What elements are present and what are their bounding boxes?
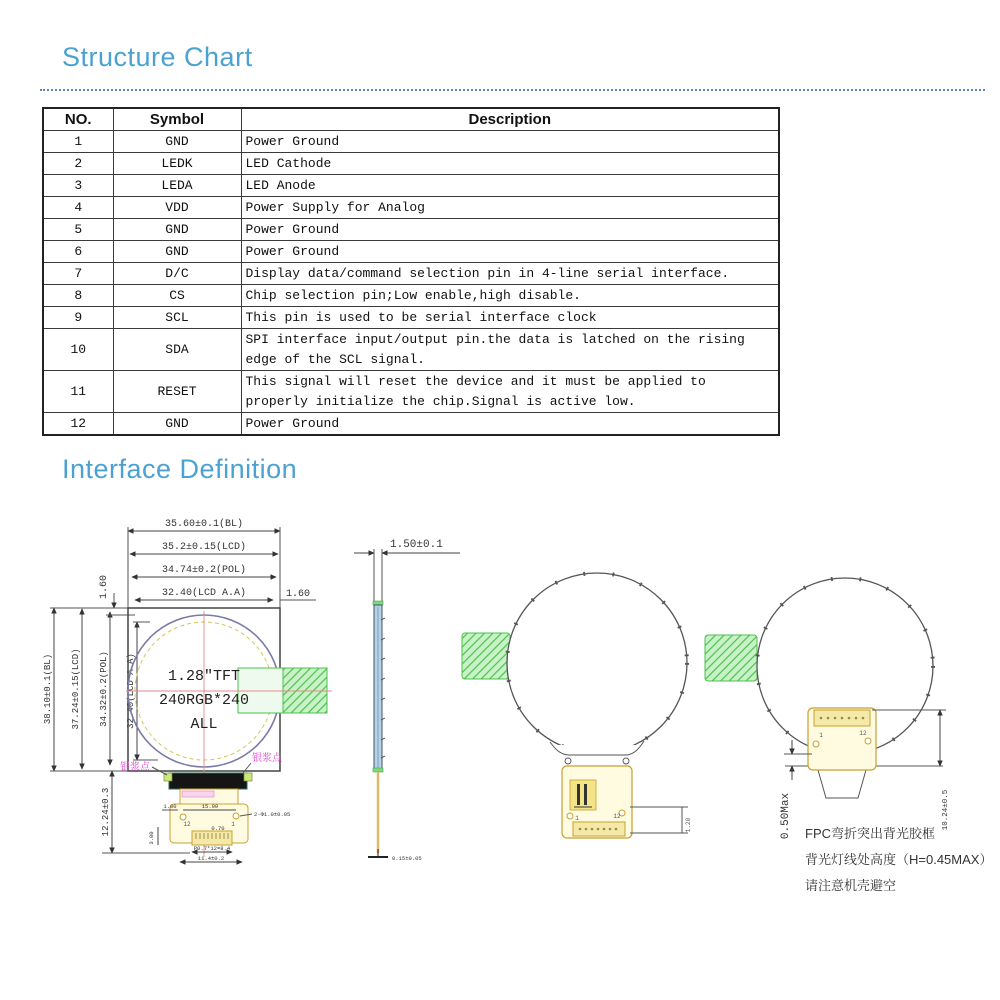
pin-description: This pin is used to be serial interface clock bbox=[241, 307, 779, 329]
col-header-no: NO. bbox=[43, 108, 113, 131]
pin-number-1: 1 bbox=[231, 821, 235, 828]
fpc-note-line2: 背光灯线处高度（H=0.45MAX） bbox=[805, 852, 993, 867]
thickness-dimension bbox=[354, 549, 460, 603]
fpc-side-tail bbox=[368, 772, 388, 857]
pin-description: Chip selection pin;Low enable,high disable. bbox=[241, 285, 779, 307]
dim-left-aa: 32.40(LCD A.A) bbox=[126, 653, 136, 729]
display-all-label: ALL bbox=[190, 716, 218, 733]
pin-no: 2 bbox=[43, 153, 113, 175]
pin-no: 7 bbox=[43, 263, 113, 285]
table-row bbox=[43, 241, 779, 263]
section-title-structure-chart: Structure Chart bbox=[62, 42, 253, 72]
silver-dot-label-right: 银浆点 bbox=[252, 754, 282, 765]
back-view-flat-drawing bbox=[450, 548, 715, 878]
dim-fpc-thickness: 0.15±0.05 bbox=[392, 855, 422, 862]
connector-dim-leaders bbox=[630, 807, 688, 833]
pin-no: 9 bbox=[43, 307, 113, 329]
pin-description: Power Ground bbox=[241, 241, 779, 263]
dim-top-aa: 32.40(LCD A.A) bbox=[161, 588, 247, 599]
table-row bbox=[43, 329, 779, 371]
pin-description: LED Anode bbox=[241, 175, 779, 197]
fpc-hole-left bbox=[813, 741, 819, 747]
dim-pin-width: 0.70 bbox=[211, 825, 225, 832]
pin-symbol: LEDA bbox=[113, 175, 241, 197]
dim-thickness: 1.50±0.1 bbox=[390, 539, 443, 551]
table-row bbox=[43, 197, 779, 219]
panel-side-profile bbox=[373, 601, 385, 772]
gold-pad-block bbox=[570, 780, 596, 810]
pin-description: This signal will reset the device and it must be applied to properly initialize the chip.Signal is active low. bbox=[241, 371, 779, 413]
fpc-note-line3: 请注意机壳避空 bbox=[805, 878, 897, 893]
dim-left-bl: 38.10±0.1(BL) bbox=[43, 653, 53, 725]
section-title-interface-definition: Interface Definition bbox=[62, 454, 298, 484]
fpc-unfolded bbox=[562, 766, 632, 838]
pin-symbol: GND bbox=[113, 241, 241, 263]
fpc-tail bbox=[170, 789, 248, 845]
pin-description: SPI interface input/output pin.the data is latched on the rising edge of the SCL signal. bbox=[241, 329, 779, 371]
fpc-marking-area bbox=[182, 791, 214, 797]
pin-no: 12 bbox=[43, 413, 113, 436]
pin-symbol: GND bbox=[113, 131, 241, 153]
pin-description: Power Supply for Analog bbox=[241, 197, 779, 219]
table-row bbox=[43, 175, 779, 197]
front-view-drawing bbox=[40, 505, 375, 905]
fpc-hole-left bbox=[180, 814, 186, 820]
fpc-hole-right bbox=[233, 813, 239, 819]
fpc-note-line1: FPC弯折突出背光胶框 bbox=[805, 826, 936, 841]
bottom-connector bbox=[164, 773, 252, 789]
col-header-description: Description bbox=[241, 108, 779, 131]
pin-symbol: LEDK bbox=[113, 153, 241, 175]
pin-number-1: 1 bbox=[575, 815, 579, 822]
fpc-bend-trapezoid bbox=[818, 770, 866, 798]
table-row bbox=[43, 153, 779, 175]
pin-no: 3 bbox=[43, 175, 113, 197]
pin-definition-table bbox=[42, 107, 780, 436]
table-row bbox=[43, 131, 779, 153]
pin-no: 6 bbox=[43, 241, 113, 263]
pin-number-12: 12 bbox=[613, 813, 621, 820]
dim-edge: 1.00 bbox=[163, 803, 177, 810]
dim-pitch: P0.7*12=8.4 bbox=[193, 845, 231, 852]
dim-top-pol: 34.74±0.2(POL) bbox=[161, 565, 247, 576]
col-header-symbol: Symbol bbox=[113, 108, 241, 131]
pin-symbol: D/C bbox=[113, 263, 241, 285]
pin-no: 1 bbox=[43, 131, 113, 153]
dim-protrusion: 0.50Max bbox=[780, 792, 792, 840]
display-resolution-label: 240RGB*240 bbox=[158, 692, 250, 709]
dim-drop: 3.00 bbox=[148, 831, 155, 845]
pin-symbol: SDA bbox=[113, 329, 241, 371]
pin-symbol: CS bbox=[113, 285, 241, 307]
pin-symbol: RESET bbox=[113, 371, 241, 413]
table-row bbox=[43, 307, 779, 329]
pin-description: LED Cathode bbox=[241, 153, 779, 175]
pin-number-12: 12 bbox=[183, 821, 191, 828]
fpc-folded-block bbox=[808, 708, 876, 770]
green-tab-left bbox=[462, 633, 510, 679]
dim-top-bl: 35.60±0.1(BL) bbox=[164, 519, 244, 530]
dim-left-lcd: 37.24±0.15(LCD) bbox=[71, 648, 81, 730]
pin-symbol: GND bbox=[113, 413, 241, 436]
dim-gap-left: 1.60 bbox=[99, 574, 110, 600]
dim-fpc-height: 10.24±0.5 bbox=[942, 789, 950, 831]
dim-gap-right: 1.60 bbox=[285, 589, 311, 600]
pin-number-1: 1 bbox=[819, 732, 823, 739]
dim-tail-length: 12.24±0.3 bbox=[101, 787, 111, 837]
fpc-hole-left bbox=[567, 813, 573, 819]
pin-no: 11 bbox=[43, 371, 113, 413]
silver-paste-dot-right bbox=[244, 773, 252, 781]
pin-description: Power Ground bbox=[241, 131, 779, 153]
green-tab-left bbox=[705, 635, 757, 681]
silver-dot-label-left: 银浆点 bbox=[120, 763, 150, 774]
pin-number-12: 12 bbox=[859, 730, 867, 737]
pin-no: 8 bbox=[43, 285, 113, 307]
display-size-label: 1.28″TFT bbox=[167, 668, 241, 685]
dim-span: 15.00 bbox=[201, 803, 219, 810]
dotted-divider bbox=[40, 89, 985, 91]
dim-hole-callout: 2-Φ1.0±0.05 bbox=[254, 811, 291, 818]
pin-symbol: VDD bbox=[113, 197, 241, 219]
green-tab-right bbox=[238, 668, 327, 713]
pin-no: 10 bbox=[43, 329, 113, 371]
pin-no: 4 bbox=[43, 197, 113, 219]
back-view-folded-drawing bbox=[700, 548, 1000, 938]
table-row bbox=[43, 285, 779, 307]
table-row bbox=[43, 263, 779, 285]
pin-description: Power Ground bbox=[241, 219, 779, 241]
table-row bbox=[43, 371, 779, 413]
table-row bbox=[43, 413, 779, 436]
pin-no: 5 bbox=[43, 219, 113, 241]
table-header-row bbox=[43, 108, 779, 131]
dim-fpc-width: 11.4±0.2 bbox=[197, 855, 225, 862]
dim-top-lcd: 35.2±0.15(LCD) bbox=[161, 542, 247, 553]
pin-symbol: SCL bbox=[113, 307, 241, 329]
pin-description: Power Ground bbox=[241, 413, 779, 436]
fpc-hole-right bbox=[865, 738, 871, 744]
dim-connector-thickness: 1.20 bbox=[685, 817, 692, 833]
dim-left-pol: 34.32±0.2(POL) bbox=[99, 651, 109, 727]
pin-symbol: GND bbox=[113, 219, 241, 241]
pin-description: Display data/command selection pin in 4-line serial interface. bbox=[241, 263, 779, 285]
table-row bbox=[43, 219, 779, 241]
